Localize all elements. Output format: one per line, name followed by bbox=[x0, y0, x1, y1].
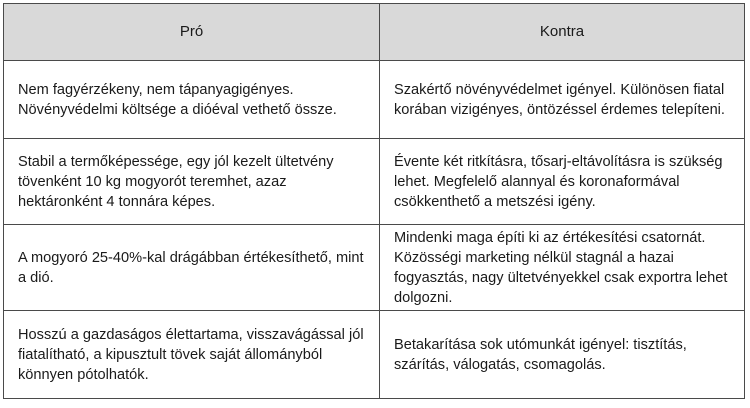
header-pro: Pró bbox=[4, 4, 380, 61]
header-row bbox=[4, 4, 745, 61]
pro-cell bbox=[4, 139, 380, 225]
contra-text: Évente két ritkításra, tősarj-eltávolításra is szükség lehet. Megfelelő alannyal és koronaformával csökkenthető a metszési igény. bbox=[394, 153, 723, 210]
pro-text: Nem fagyérzékeny, nem tápanyagigényes. Növényvédelmi költsége a dióéval vethető össze. bbox=[18, 81, 337, 118]
pro-text: Stabil a termőképessége, egy jól kezelt ültetvény tövenként 10 kg mogyorót teremhet, azaz hektáronként 4 tonnára képes. bbox=[18, 153, 334, 210]
contra-text: Szakértő növényvédelmet igényel. Különösen fiatal korában vizigényes, öntözéssel érdemes telepíteni. bbox=[394, 81, 725, 118]
table-row bbox=[4, 139, 745, 225]
pro-contra-table bbox=[3, 3, 745, 399]
header-contra: Kontra bbox=[380, 4, 745, 61]
contra-cell bbox=[380, 225, 745, 311]
pro-cell bbox=[4, 225, 380, 311]
contra-text: Mindenki maga építi ki az értékesítési csatornát. Közösségi marketing nélkül stagnál a hazai fogyasztás, nagy ültetvényekkel csak exportra lehet dolgozni. bbox=[394, 229, 728, 306]
pro-cell bbox=[4, 311, 380, 399]
table-row bbox=[4, 311, 745, 399]
pro-cell bbox=[4, 61, 380, 139]
pro-text: Hosszú a gazdaságos élettartama, visszavágással jól fiatalítható, a kipusztult tövek saját állományból könnyen pótolhatók. bbox=[18, 326, 364, 383]
table-row bbox=[4, 61, 745, 139]
contra-text: Betakarítása sok utómunkát igényel: tisztítás, szárítás, válogatás, csomagolás. bbox=[394, 336, 687, 373]
contra-cell bbox=[380, 139, 745, 225]
table-row bbox=[4, 225, 745, 311]
pro-text: A mogyoró 25-40%-kal drágábban értékesíthető, mint a dió. bbox=[18, 249, 364, 286]
contra-cell bbox=[380, 311, 745, 399]
contra-cell bbox=[380, 61, 745, 139]
